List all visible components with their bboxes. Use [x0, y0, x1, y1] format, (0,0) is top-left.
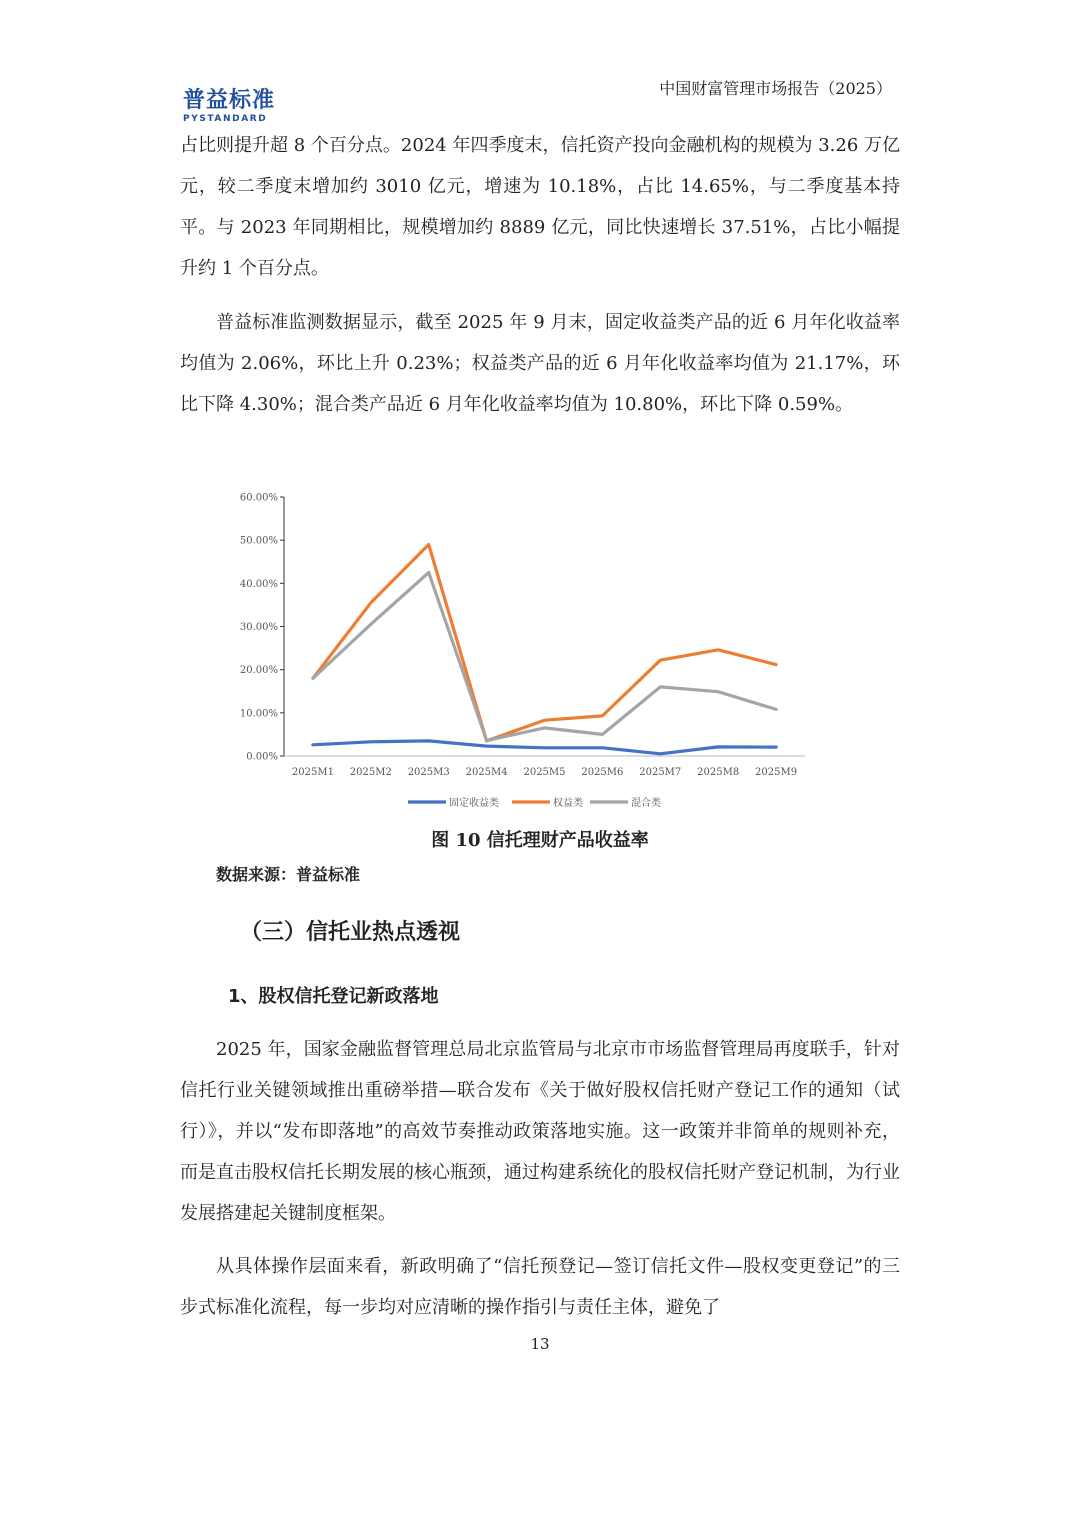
- legend-label: 混合类: [631, 798, 661, 809]
- y-tick-label: 50.00%: [239, 535, 278, 547]
- x-tick-label: 2025M4: [465, 767, 508, 778]
- logo-english: PYSTANDARD: [183, 114, 268, 124]
- section-heading: （三）信托业热点透视: [240, 920, 461, 945]
- paragraph-4: 从具体操作层面来看，新政明确了“信托预登记—签订信托文件—股权变更登记”的三步式标准化流程，每一步均对应清晰的操作指引与责任主体，避免了: [180, 1256, 900, 1318]
- x-tick-label: 2025M1: [291, 767, 334, 778]
- x-tick-label: 2025M9: [755, 767, 798, 778]
- paragraph-3: 2025 年，国家金融监督管理总局北京监管局与北京市市场监督管理局再度联手，针对信托行业关键领域推出重磅举措—联合发布《关于做好股权信托财产登记工作的通知（试行）》，并以“发布即落地”的高效节奏推动政策落地实施。这一政策并非简单的规则补充，而是直击股权信托长期发展的核心瓶颈，通过构建系统化的股权信托财产登记机制，为行业发展搭建起关键制度框架。: [180, 1039, 900, 1224]
- series-line-1: [313, 741, 776, 754]
- y-tick-label: 30.00%: [239, 622, 278, 633]
- logo-chinese: 普益标准: [183, 88, 276, 113]
- paragraph-1: 占比则提升超 8 个百分点。2024 年四季度末，信托资产投向金融机构的规模为 3.26 万亿元，较二季度末增加约 3010 亿元，增速为 10.18%，占比 14.65%，与二季度基本持平。与 2023 年同期相比，规模增加约 8889 亿元，同比快速增长 37.51%，占比小幅提升约 1 个百分点。: [180, 135, 900, 279]
- y-tick-label: 0.00%: [246, 751, 278, 763]
- series-line-3: [313, 573, 776, 741]
- legend-label: 权益类: [553, 798, 583, 809]
- series-line-2: [313, 545, 776, 741]
- x-tick-label: 2025M8: [697, 767, 740, 778]
- x-tick-label: 2025M7: [639, 767, 682, 778]
- legend-label: 固定收益类: [449, 798, 499, 809]
- y-tick-label: 40.00%: [239, 578, 278, 590]
- y-tick-label: 60.00%: [239, 492, 278, 504]
- subsection-heading: 1、股权信托登记新政落地: [228, 986, 439, 1007]
- page-number: 13: [530, 1335, 550, 1353]
- y-tick-label: 10.00%: [239, 708, 278, 720]
- data-source: 数据来源：普益标准: [216, 865, 361, 884]
- yield-line-chart: [230, 485, 830, 815]
- figure-caption: 图 10 信托理财产品收益率: [431, 830, 649, 851]
- brand-logo: [183, 88, 275, 125]
- report-title: 中国财富管理市场报告（2025）: [659, 79, 892, 98]
- x-tick-label: 2025M6: [581, 767, 624, 778]
- x-tick-label: 2025M2: [349, 767, 392, 778]
- y-tick-label: 20.00%: [239, 665, 278, 677]
- x-tick-label: 2025M5: [523, 767, 566, 778]
- paragraph-2: 普益标准监测数据显示，截至 2025 年 9 月末，固定收益类产品的近 6 月年化收益率均值为 2.06%，环比上升 0.23%；权益类产品的近 6 月年化收益率均值为 21.17%，环比下降 4.30%；混合类产品近 6 月年化收益率均值为 10.80%，环比下降 0.59%。: [180, 312, 900, 415]
- x-tick-label: 2025M3: [407, 767, 450, 778]
